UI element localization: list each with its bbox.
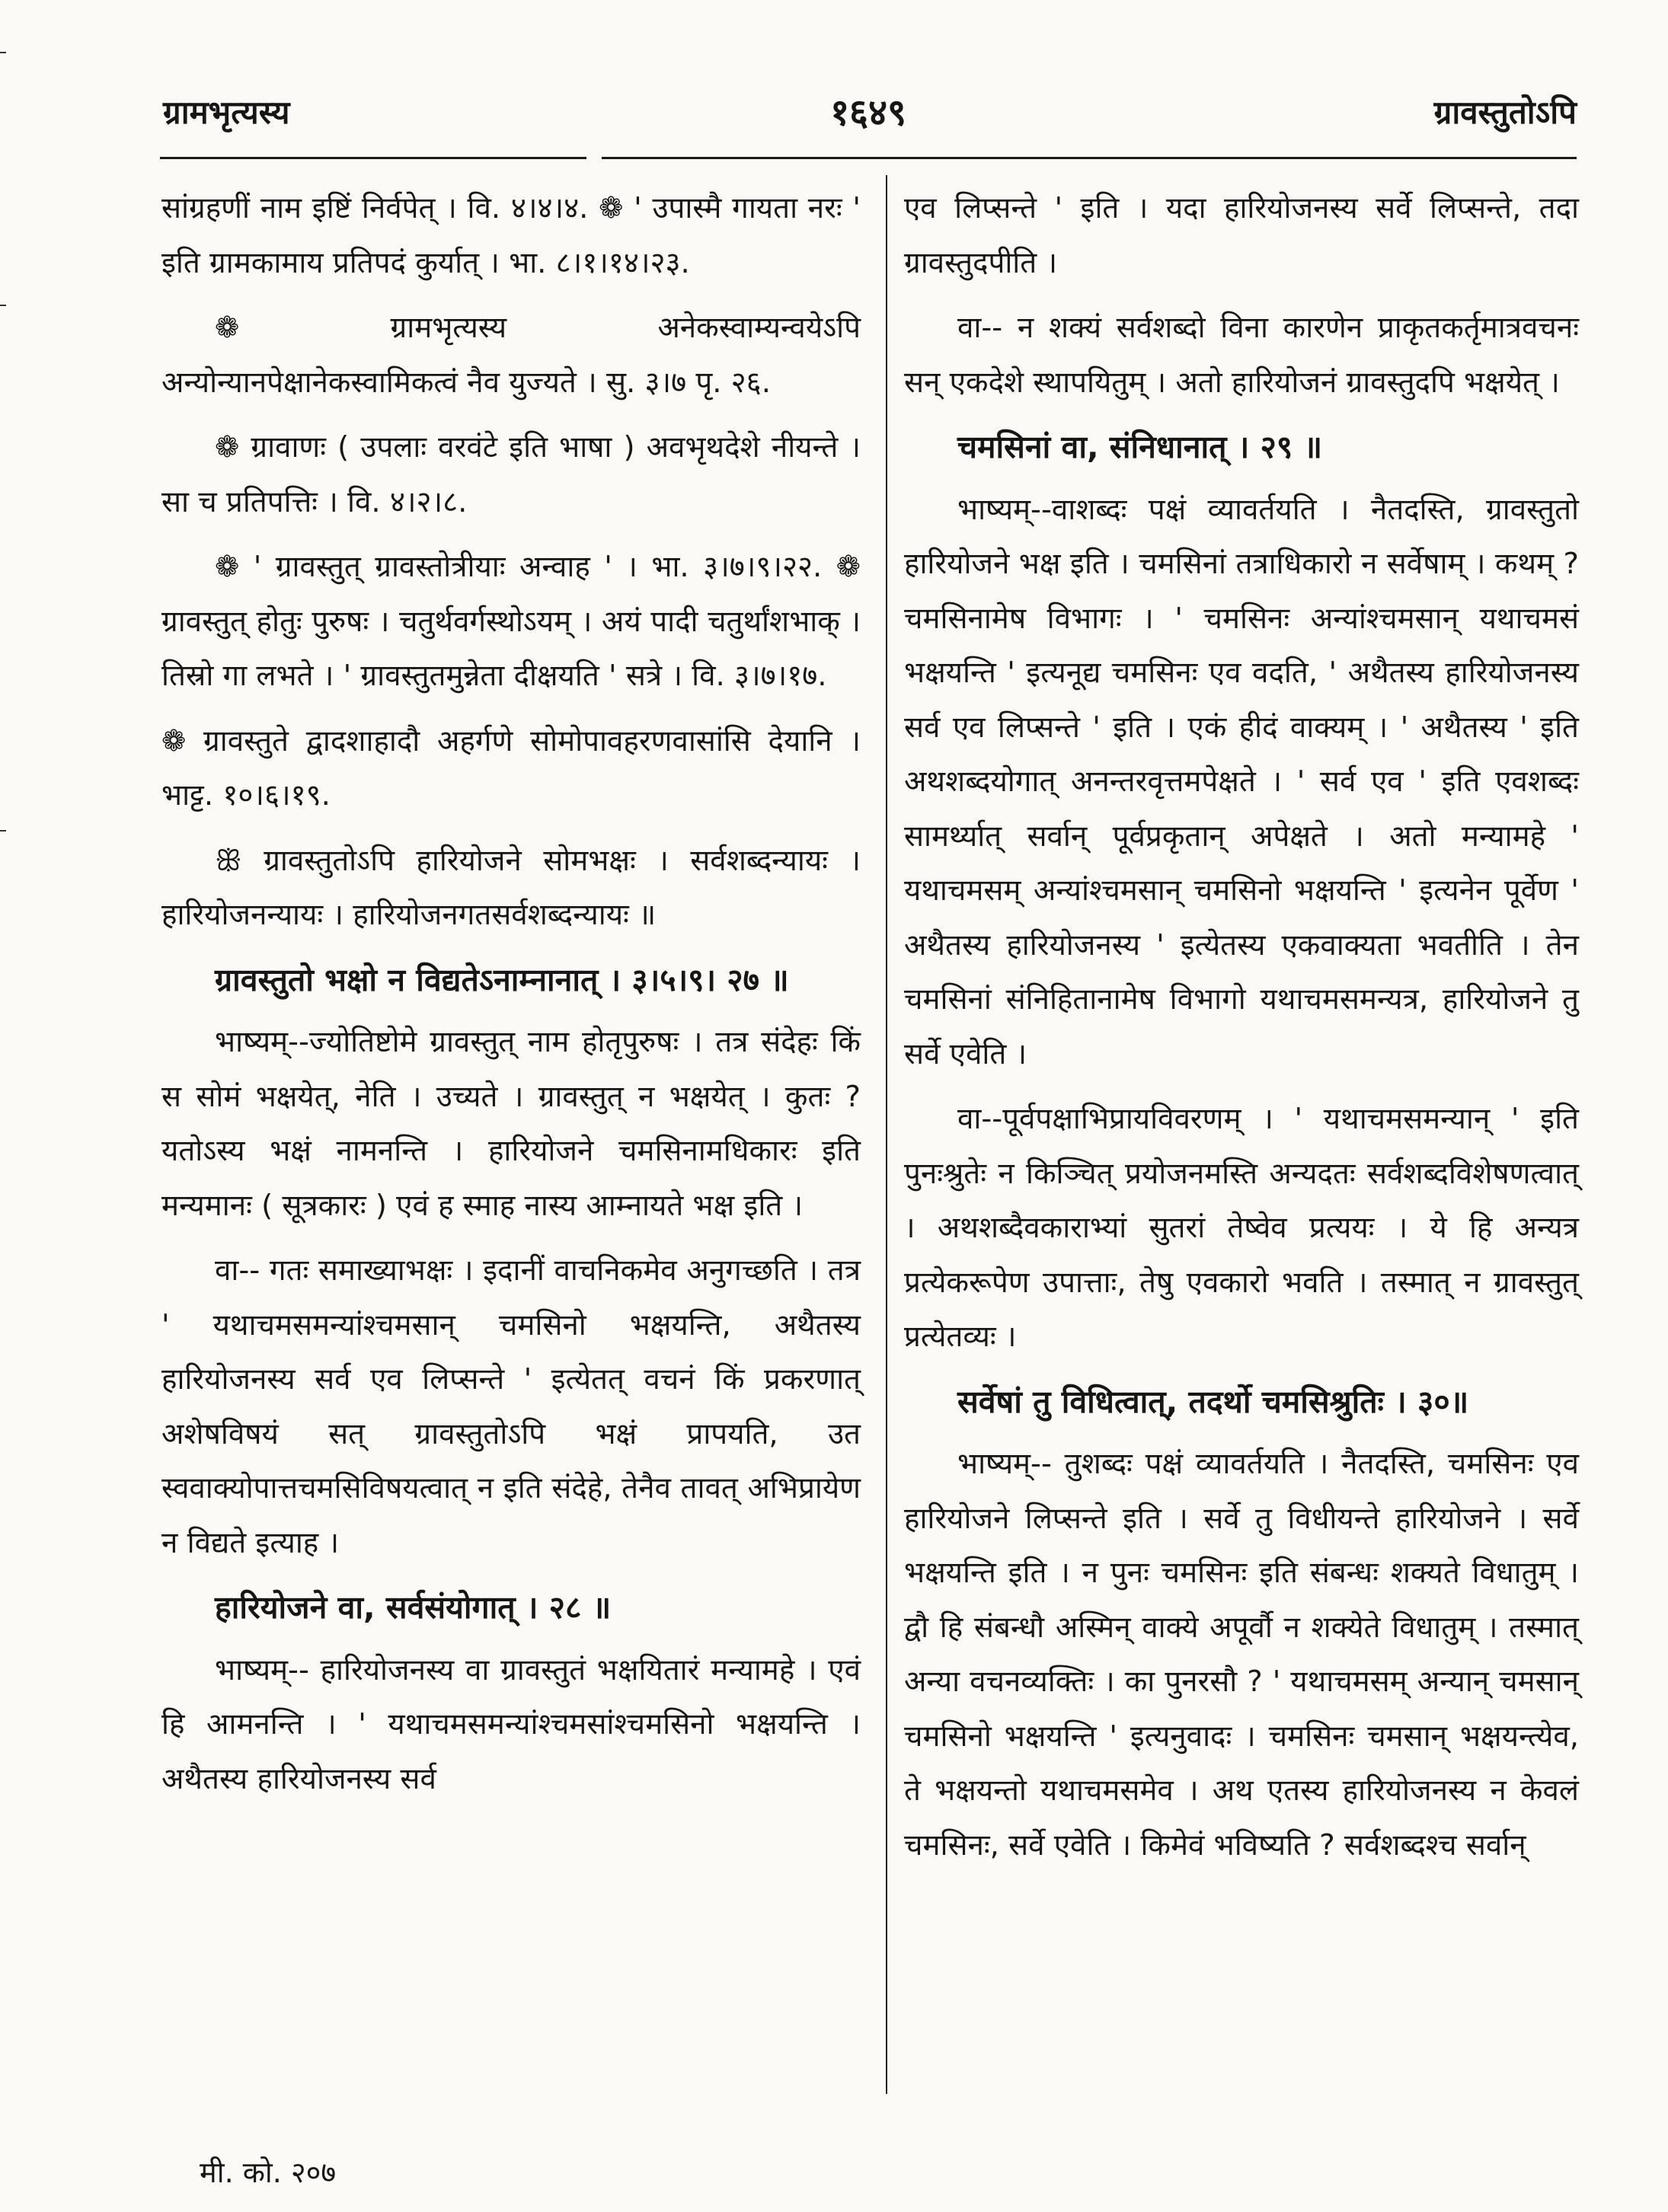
header-rule-left: [160, 157, 586, 159]
paragraph: भाष्यम्--ज्योतिष्टोमे ग्रावस्तुत् नाम होतृपुरुषः । तत्र संदेहः किं स सोमं भक्षयेत्, नेति । उच्यते । ग्रावस्तुत् न भक्षयेत् । कुतः ? यतोऽस्य भक्षं नामनन्ति । हारियोजने चमसिनामधिकारः इति मन्यमानः ( सूत्रकारः ) एवं ह स्माह नास्य आम्नायते भक्ष इति ।: [161, 1025, 861, 1223]
page-header: [160, 82, 1577, 151]
paragraph: सांग्रहणीं नाम इष्टिं निर्वपेत् । वि. ४।४।४. ❁ ' उपास्मै गायता नरः ' इति ग्रामकामाय प्रतिपदं कुर्यात् । भा. ८।१।१४।२३.: [161, 191, 861, 280]
page-footer-signature: मी. को. २०७: [200, 2156, 337, 2189]
paragraph: वा-- न शक्यं सर्वशब्दो विना कारणेन प्राकृतकर्तृमात्रवचनः सन् एकदेशे स्थापयितुम् । अतो हारियोजनं ग्रावस्तुदपि भक्षयेत् ।: [904, 311, 1579, 400]
left-column: [161, 181, 861, 1817]
paragraph: वा--पूर्वपक्षाभिप्रायविवरणम् । ' यथाचमसमन्यान् ' इति पुनःश्रुतेः न किञ्चित् प्रयोजनमस्ति अन्यदतः सर्वशब्दविशेषणत्वात् । अथशब्दैवकाराभ्यां सुतरां तेष्वेव प्रत्ययः । ये हि अन्यत्र प्रत्येकरूपेण उपात्ताः, तेषु एवकारो भवति । तस्मात् न ग्रावस्तुत् प्रत्येतव्यः ।: [904, 1102, 1579, 1354]
page-number: १६४९: [830, 91, 906, 134]
paragraph: भाष्यम्-- हारियोजनस्य वा ग्रावस्तुतं भक्षयितारं मन्यामहे । एवं हि आमनन्ति । ' यथाचमसमन्यांश्चमसांश्चमसिनो भक्षयन्ति । अथैतस्य हारियोजनस्य सर्व: [161, 1652, 861, 1796]
header-rule-right: [602, 157, 1577, 159]
margin-mark: [0, 52, 6, 53]
paragraph: ❁ ग्रामभृत्यस्य अनेकस्वाम्यन्वयेऽपि अन्योन्यानपेक्षानेकस्वामिकत्वं नैव युज्यते । सु. ३।७ पृ. २६.: [161, 311, 861, 400]
sutra-heading: चमसिनां वा, संनिधानात् । २९ ॥: [957, 429, 1323, 465]
sutra-heading: ग्रावस्तुतो भक्षो न विद्यतेऽनाम्नानात् । ३।५।९। २७ ॥: [215, 961, 789, 998]
sutra-heading: हारियोजने वा, सर्वसंयोगात् । २८ ॥: [215, 1589, 612, 1626]
header-right-catchword: ग्रावस्तुतोऽपि: [1433, 94, 1577, 131]
paragraph: ❁ ग्रावस्तुते द्वादशाहादौ अहर्गणे सोमोपावहरणवासांसि देयानि । भाट्ट. १०।६।१९.: [161, 723, 861, 812]
paragraph: भाष्यम्--वाशब्दः पक्षं व्यावर्तयति । नैतदस्ति, ग्रावस्तुतो हारियोजने भक्ष इति । चमसिनां तत्राधिकारो न सर्वेषाम् । कथम् ? चमसिनामेष विभागः । ' चमसिनः अन्यांश्चमसान् यथाचमसं भक्षयन्ति ' इत्यनूद्य चमसिनः एव वदति, ' अथैतस्य हारियोजनस्य सर्व एव लिप्सन्ते ' इति । एकं हीदं वाक्यम् । ' अथैतस्य ' इति अथशब्दयोगात् अनन्तरवृत्तमपेक्षते । ' सर्व एव ' इति एवशब्दः सामर्थ्यात् सर्वान् पूर्वप्रकृतान् अपेक्षते । अतो मन्यामहे ' यथाचमसम् अन्यांश्चमसान् चमसिनो भक्षयन्ति ' इत्यनेन पूर्वेण ' अथैतस्य हारियोजनस्य ' इत्येतस्य एकवाक्यता भवतीति । तेन चमसिनां संनिहितानामेष विभागो यथाचमसमन्यत्र, हारियोजने तु सर्वे एवेति ।: [904, 492, 1579, 1071]
right-column: [904, 181, 1579, 1883]
paragraph: एव लिप्सन्ते ' इति । यदा हारियोजनस्य सर्वे लिप्सन्ते, तदा ग्रावस्तुदपीति ।: [904, 191, 1579, 280]
paragraph: वा-- गतः समाख्याभक्षः । इदानीं वाचनिकमेव अनुगच्छति । तत्र ' यथाचमसमन्यांश्चमसान् चमसिनो भक्षयन्ति, अथैतस्य हारियोजनस्य सर्व एव लिप्सन्ते ' इत्येतत् वचनं किं प्रकरणात् अशेषविषयं सत् ग्रावस्तुतोऽपि भक्षं प्रापयति, उत स्ववाक्योपात्तचमसिविषयत्वात् न इति संदेहे, तेनैव तावत् अभिप्रायेण न विद्यते इत्याह ।: [161, 1253, 861, 1560]
sutra-heading: सर्वेषां तु विधित्वात्, तदर्थो चमसिश्रुतिः । ३०॥: [957, 1383, 1469, 1420]
paragraph: ꕥ ग्रावस्तुतोऽपि हारियोजने सोमभक्षः । सर्वशब्दन्यायः । हारियोजनन्यायः । हारियोजनगतसर्वशब्दन्यायः ॥: [161, 843, 861, 932]
margin-mark: [0, 305, 6, 306]
column-divider: [886, 175, 887, 2094]
header-left-catchword: ग्रामभृत्यस्य: [163, 94, 290, 131]
paragraph: भाष्यम्-- तुशब्दः पक्षं व्यावर्तयति । नैतदस्ति, चमसिनः एव हारियोजने लिप्सन्ते इति । सर्वे तु विधीयन्ते हारियोजने । सर्वे भक्षयन्ति इति । न पुनः चमसिनः इति संबन्धः शक्यते विधातुम् । द्वौ हि संबन्धौ अस्मिन् वाक्ये अपूर्वौ न शक्येते विधातुम् । तस्मात् अन्या वचनव्यक्तिः । का पुनरसौ ? ' यथाचमसम् अन्यान् चमसान् चमसिनो भक्षयन्ति ' इत्यनुवादः । चमसिनः चमसान् भक्षयन्त्येव, ते भक्षयन्तो यथाचमसमेव । अथ एतस्य हारियोजनस्य न केवलं चमसिनः, सर्वे एवेति । किमेवं भविष्यति ? सर्वशब्दश्च सर्वान्: [904, 1447, 1579, 1862]
paragraph: ❁ ' ग्रावस्तुत् ग्रावस्तोत्रीयाः अन्वाह ' । भा. ३।७।९।२२. ❁ ग्रावस्तुत् होतुः पुरुषः । चतुर्थवर्गस्थोऽयम् । अयं पादी चतुर्थांशभाक् । तिस्रो गा लभते । ' ग्रावस्तुतमुन्नेता दीक्षयति ' सत्रे । वि. ३।७।१७.: [161, 550, 861, 693]
margin-mark: [0, 830, 6, 831]
paragraph: ❁ ग्रावाणः ( उपलाः वरवंटे इति भाषा ) अवभृथदेशे नीयन्ते । सा च प्रतिपत्तिः । वि. ४।२।८.: [161, 430, 861, 519]
